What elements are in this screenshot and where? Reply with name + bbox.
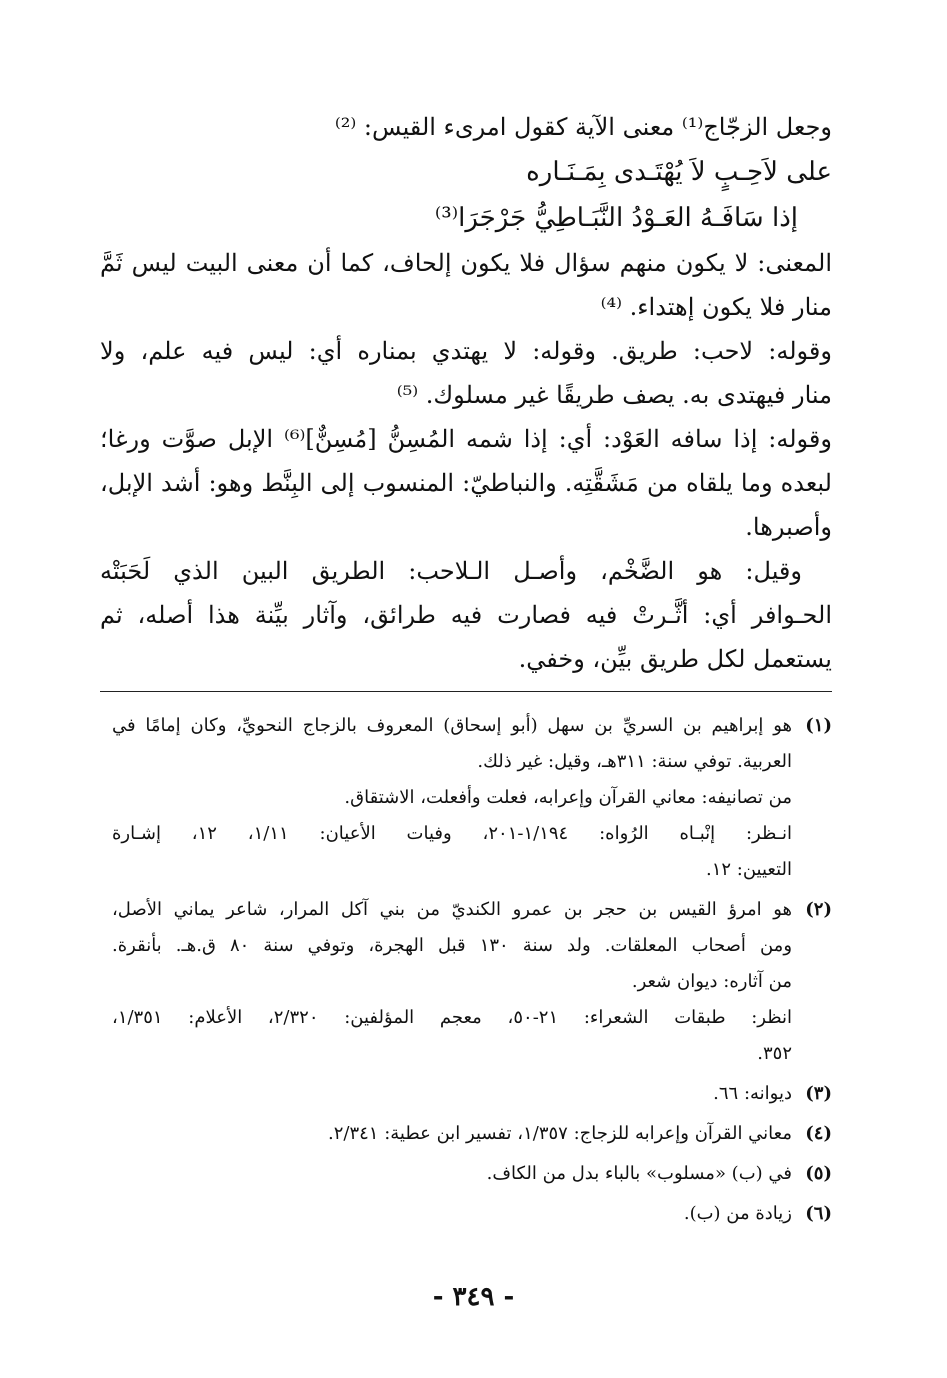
footnote-number: (٥) [805,1163,832,1184]
footnote-1 [112,708,832,888]
paragraph-safahu [100,417,832,549]
footnote-number: (٦) [805,1203,832,1224]
paragraph-qila [100,549,832,681]
intro-line: وجعل الزجّاج⁽¹⁾ معنى الآية كقول امرىء القيس: ⁽²⁾ [334,113,832,141]
verse-hemistich-2: إذا سَافَـهُ العَـوْدُ النَّبَـاطِيُّ جَرْجَرَا⁽³⁾ [434,203,798,233]
text-line: وقيل: هو الضَّخْم، وأصـل الـلاحب: الطريق البين الذي لَحَبَتْه [100,557,802,585]
text-line: وأصبرها. [745,513,832,541]
footnote-number: (٣) [805,1083,832,1104]
footnote-line: هو امرؤ القيس بن حجر بن عمرو الكنديّ من بني آكل المرار، شاعر يماني الأصل، [112,899,792,920]
text-line: وقوله: لاحب: طريق. وقوله: لا يهتدي بمناره أي: ليس فيه علم، ولا [100,337,832,365]
footnote-line: التعيين: ١٢. [705,859,792,880]
footnote-number: (٤) [805,1123,832,1144]
paragraph-meaning [100,241,832,329]
paragraph-lahib [100,329,832,417]
footnote-6 [112,1196,832,1232]
footnote-2 [112,892,832,1072]
text-line: يستعمل لكل طريق بيِّن، وخفي. [518,645,832,673]
page-number: - ٣٤٩ - [432,1282,515,1312]
footnote-line: العربية. توفي سنة: ٣١١هـ، وقيل: غير ذلك. [477,751,792,772]
footnote-line: ديوانه: ٦٦. [713,1083,792,1104]
text-line: وقوله: إذا سافه العَوْد: أي: إذا شمه المُسِنُّ [مُسِنٌّ]⁽⁶⁾ الإبل صوَّت ورغا؛ [100,425,832,453]
text-line: لبعده وما يلقاه من مَشَقَّتِه. والنباطيّ: المنسوب إلى البِنَّط وهو: أشد الإبل، [100,469,832,497]
footnote-line: انـظر: إنْبـاه الرُواه: ١/١٩٤-٢٠١، وفيات الأعيان: ١/١١، ١٢، إشـارة [112,823,792,844]
text-line: المعنى: لا يكون منهم سؤال فلا يكون إلحاف، كما أن معنى البيت ليس ثَمَّ [100,249,832,277]
main-text [100,105,832,692]
verse-hemistich-1: على لاَحِـبٍ لاَ يُهْتَـدى بِمَـنَـاره [526,157,832,187]
footnote-4 [112,1116,832,1152]
poetry-verse [100,149,832,241]
footnote-line: من آثاره: ديوان شعر. [631,971,792,992]
footnote-line: زيادة من (ب). [683,1203,792,1224]
footnotes [112,708,832,1236]
footnote-line: ومن أصحاب المعلقات. ولد سنة ١٣٠ قبل الهجرة، وتوفي سنة ٨٠ ق.هـ. بأنقرة. [112,935,792,956]
text-line: منار فلا يكون إهتداء. ⁽⁴⁾ [600,293,832,321]
footnote-number: (١) [805,715,832,736]
footnote-line: معاني القرآن وإعرابه للزجاج: ١/٣٥٧، تفسير ابن عطية: ٢/٣٤١. [328,1123,792,1144]
footnote-line: من تصانيفه: معاني القرآن وإعرابه، فعلت وأفعلت، الاشتقاق. [344,787,792,808]
footnote-3 [112,1076,832,1112]
text-line: الحـوافر أي: أثَّـرتْ فيه فصارت فيه طرائق، وآثار بيِّنة هذا أصله، ثم [100,601,832,629]
footnote-number: (٢) [805,899,832,920]
footnote-line: هو إبراهيم بن السريِّ بن سهل (أبو إسحاق) المعروف بالزجاج النحويِّ، وكان إمامًا في [112,715,792,736]
footnote-line: انظر: طبقات الشعراء: ٢١-٥٠، معجم المؤلفين: ٢/٣٢٠، الأعلام: ١/٣٥١، [112,1007,792,1028]
footnote-line: ٣٥٢. [757,1043,792,1064]
footnote-5 [112,1156,832,1192]
footnote-line: في (ب) «مسلوب» بالباء بدل من الكاف. [486,1163,792,1184]
footnote-separator [100,691,832,692]
text-line: منار فيهتدى به. يصف طريقًا غير مسلوك. ⁽⁵⁾ [396,381,832,409]
